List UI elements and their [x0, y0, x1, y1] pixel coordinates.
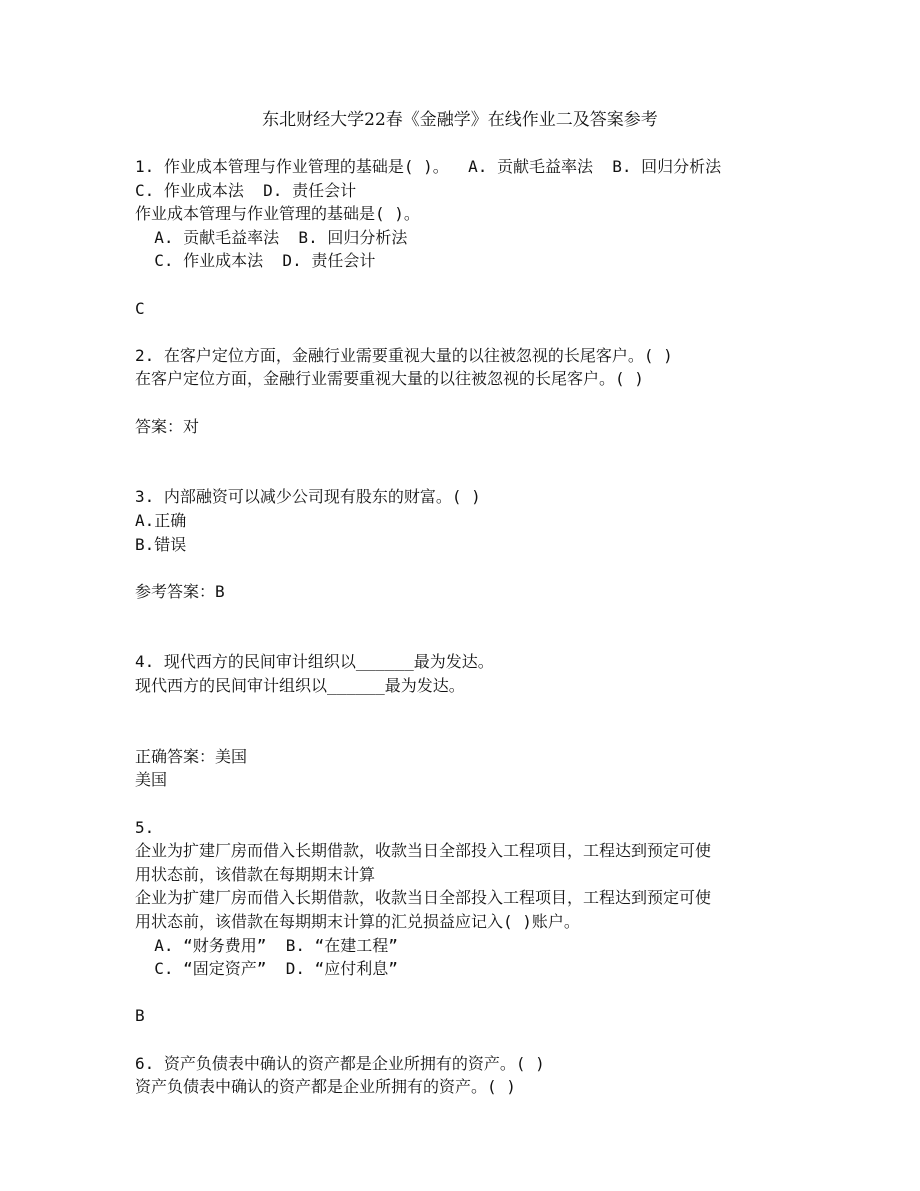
- question-5-number: 5.: [135, 817, 155, 837]
- question-1-line-4: A. 贡献毛益率法 B. 回归分析法: [135, 227, 408, 247]
- question-3-line-1: 3. 内部融资可以减少公司现有股东的财富。( ): [135, 487, 481, 507]
- question-6: [135, 1052, 795, 1099]
- question-4-answer: 正确答案：美国: [135, 746, 248, 766]
- question-1-line-3: 作业成本管理与作业管理的基础是( )。: [135, 204, 420, 224]
- spacer: [135, 792, 795, 816]
- spacer: [135, 698, 795, 745]
- question-5-line-1: 企业为扩建厂房而借入长期借款，收款当日全部投入工程项目，工程达到预定可使: [135, 841, 712, 861]
- spacer: [135, 603, 795, 650]
- question-5-answer: B: [135, 1006, 145, 1026]
- question-5-line-3: 企业为扩建厂房而借入长期借款，收款当日全部投入工程项目，工程达到预定可使: [135, 888, 712, 908]
- question-4-line-1: 4. 现代西方的民间审计组织以______最为发达。: [135, 652, 494, 672]
- spacer: [135, 1028, 795, 1052]
- question-2-answer: 答案：对: [135, 416, 200, 436]
- question-5-line-2: 用状态前，该借款在每期期末计算: [135, 864, 376, 884]
- question-6-line-2: 资产负债表中确认的资产都是企业所拥有的资产。( ): [135, 1077, 516, 1097]
- spacer: [135, 391, 795, 415]
- spacer: [135, 438, 795, 485]
- document-title: 东北财经大学22春《金融学》在线作业二及答案参考: [262, 110, 658, 130]
- question-3: [135, 485, 795, 603]
- question-3-option-b: B.错误: [135, 534, 187, 554]
- question-2-line-2: 在客户定位方面，金融行业需要重视大量的以往被忽视的长尾客户。( ): [135, 369, 644, 389]
- document-body: [135, 155, 795, 1099]
- question-2-line-1: 2. 在客户定位方面，金融行业需要重视大量的以往被忽视的长尾客户。( ): [135, 345, 673, 365]
- spacer: [135, 320, 795, 344]
- question-6-line-1: 6. 资产负债表中确认的资产都是企业所拥有的资产。( ): [135, 1053, 545, 1073]
- question-1: [135, 155, 795, 320]
- question-1-answer: C: [135, 298, 145, 318]
- question-1-line-1: 1. 作业成本管理与作业管理的基础是( )。 A. 贡献毛益率法 B. 回归分析法: [135, 157, 722, 176]
- question-4: [135, 650, 795, 792]
- question-4-line-2: 现代西方的民间审计组织以______最为发达。: [135, 676, 465, 696]
- question-5: [135, 816, 795, 1028]
- question-5-line-4: 用状态前，该借款在每期期末计算的汇兑损益应记入( )账户。: [135, 912, 580, 931]
- question-3-answer: 参考答案：B: [135, 581, 225, 601]
- spacer: [135, 981, 795, 1005]
- question-3-option-a: A.正确: [135, 510, 187, 530]
- spacer: [135, 273, 795, 297]
- question-5-line-5: A. “财务费用” B. “在建工程”: [135, 935, 398, 955]
- question-1-line-2: C. 作业成本法 D. 责任会计: [135, 180, 357, 200]
- question-5-line-6: C. “固定资产” D. “应付利息”: [135, 959, 398, 979]
- spacer: [135, 556, 795, 580]
- question-2: [135, 344, 795, 438]
- question-4-answer-repeat: 美国: [135, 770, 168, 790]
- question-1-line-5: C. 作业成本法 D. 责任会计: [135, 251, 376, 271]
